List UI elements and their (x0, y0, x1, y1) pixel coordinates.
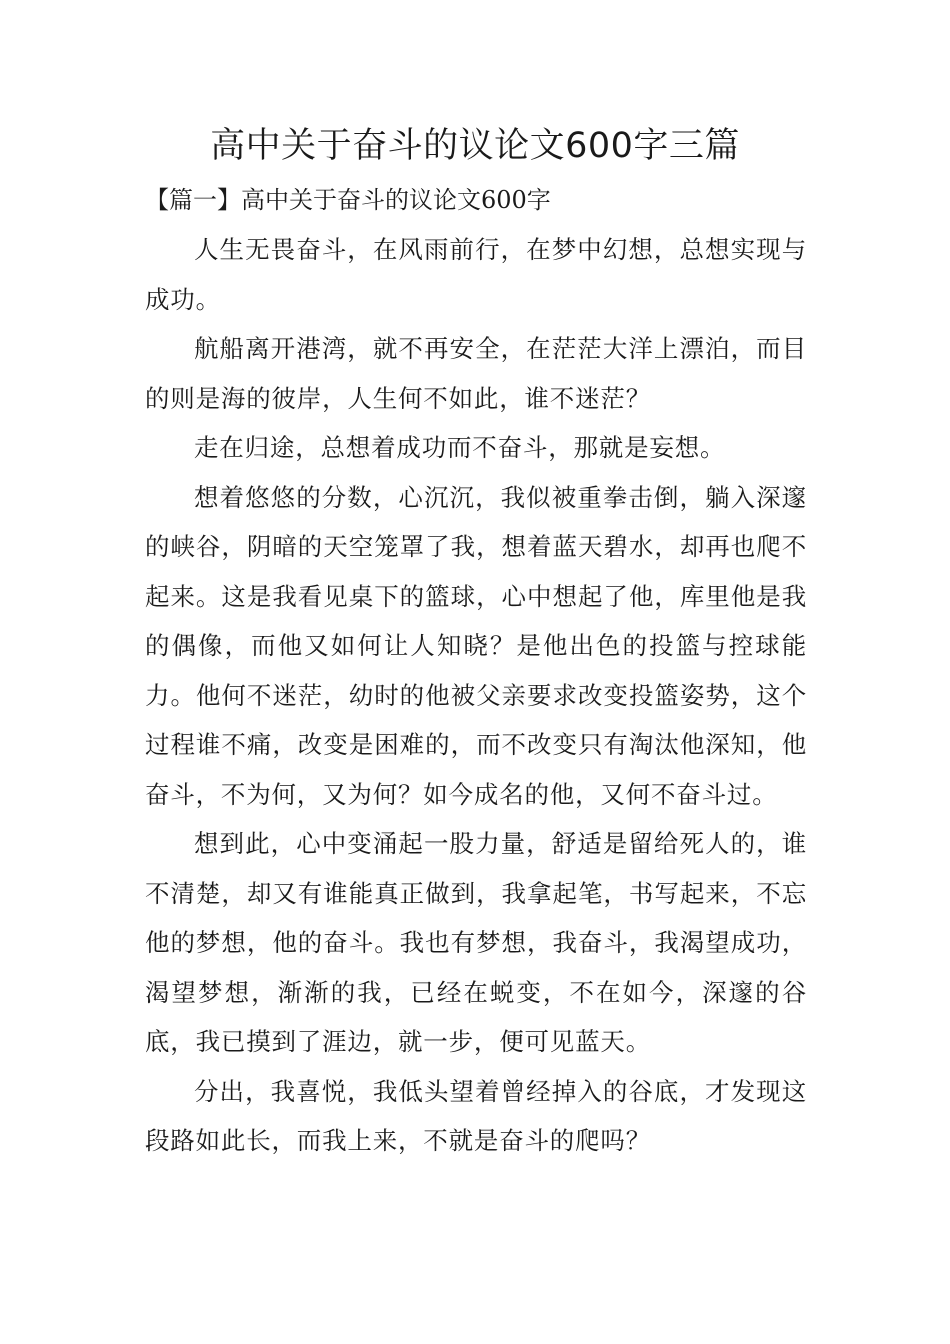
document-body (145, 225, 807, 1166)
paragraph: 人生无畏奋斗，在风雨前行，在梦中幻想，总想实现与成功。 (145, 235, 807, 314)
document-title: 高中关于奋斗的议论文600字三篇 (210, 126, 740, 166)
paragraph: 分出，我喜悦，我低头望着曾经掉入的谷底，才发现这段路如此长，而我上来，不就是奋斗的爬吗？ (145, 1076, 807, 1155)
section-heading: 【篇一】高中关于奋斗的议论文600字 (145, 186, 551, 214)
paragraph: 想到此，心中变涌起一股力量，舒适是留给死人的，谁不清楚，却又有谁能真正做到，我拿起笔，书写起来，不忘他的梦想，他的奋斗。我也有梦想，我奋斗，我渴望成功，渴望梦想，渐渐的我，已经在蜕变，不在如今，深邃的谷底，我已摸到了涯边，就一步，便可见蓝天。 (145, 829, 807, 1056)
paragraph: 航船离开港湾，就不再安全，在茫茫大洋上漂泊，而目的则是海的彼岸，人生何不如此，谁不迷茫？ (145, 334, 807, 413)
paragraph: 想着悠悠的分数，心沉沉，我似被重拳击倒，躺入深邃的峡谷，阴暗的天空笼罩了我，想着蓝天碧水，却再也爬不起来。这是我看见桌下的篮球，心中想起了他，库里他是我的偶像，而他又如何让人知晓？是他出色的投篮与控球能力。他何不迷茫，幼时的他被父亲要求改变投篮姿势，这个过程谁不痛，改变是困难的，而不改变只有淘汰他深知，他奋斗，不为何，又为何？如今成名的他，又何不奋斗过。 (145, 482, 807, 809)
paragraph: 走在归途，总想着成功而不奋斗，那就是妄想。 (194, 433, 726, 462)
